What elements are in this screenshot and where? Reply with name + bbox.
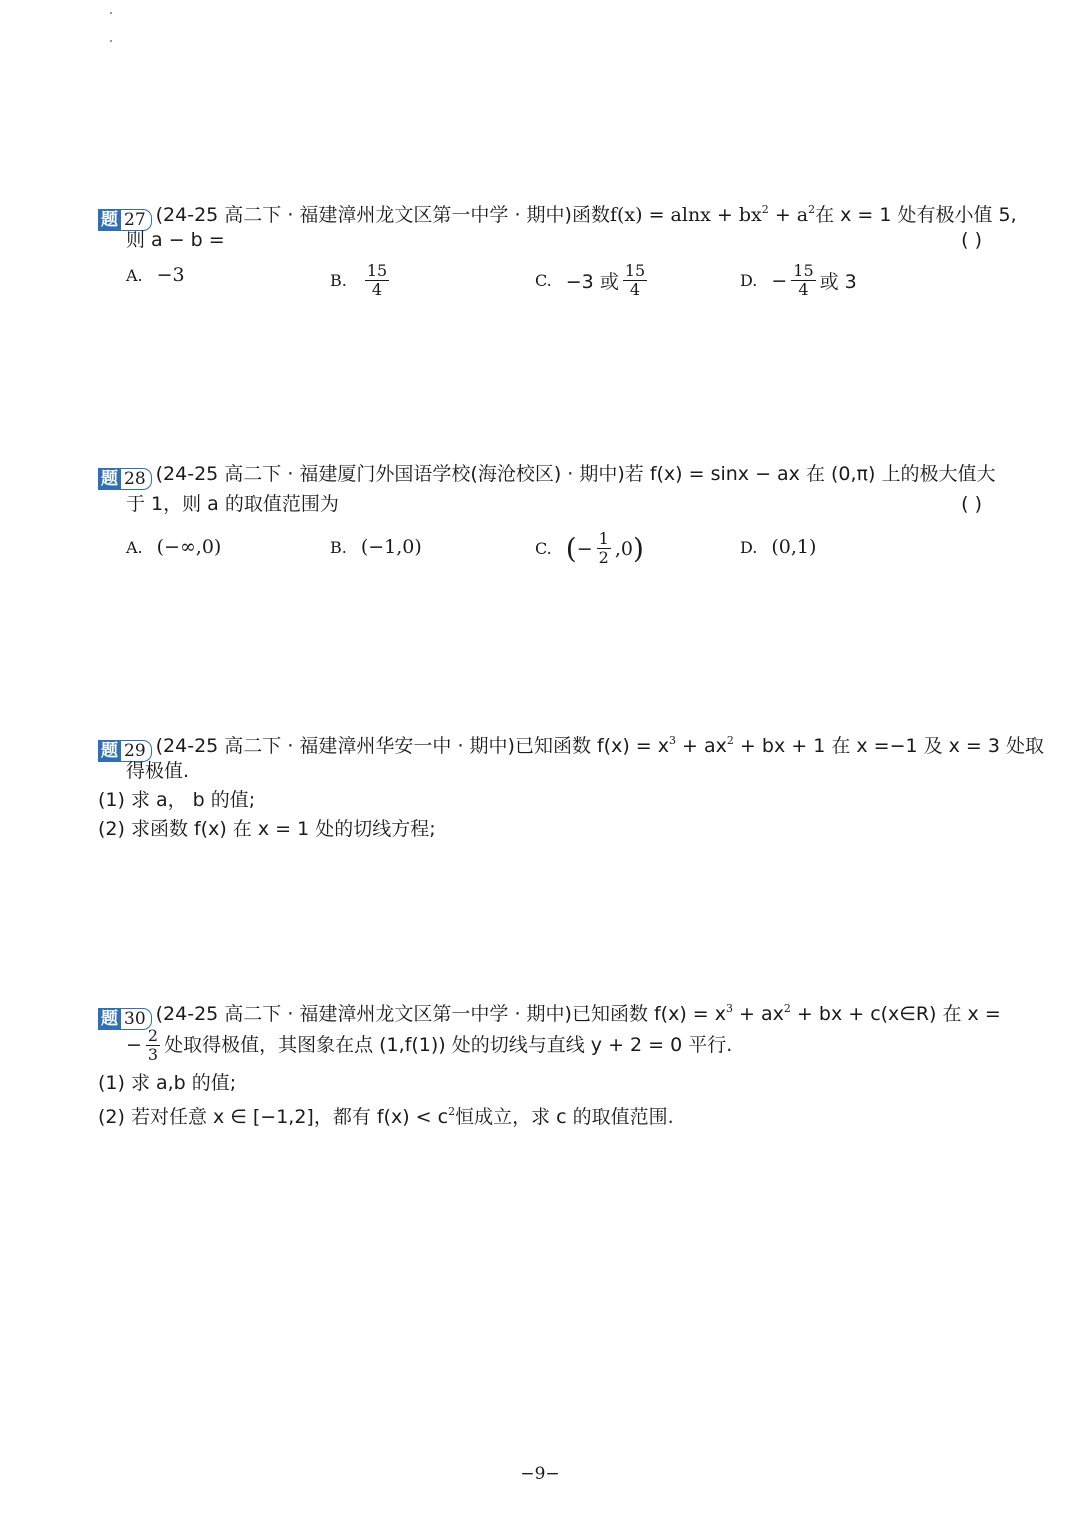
question-29-part-1: (1) 求 a， b 的值; [98, 789, 256, 811]
option-d: D. (0,1) [740, 536, 817, 558]
question-tag: 题 28 [98, 468, 152, 490]
question-30-part-1: (1) 求 a,b 的值; [98, 1072, 237, 1094]
option-b: B. $\frac{15}{4}$ [330, 261, 388, 299]
question-30-stem: 题 30 (24-25 高二下 · 福建漳州龙文区第一中学 · 期中)已知函数 $f(x) = x^3 + ax^2$ + bx + c(x∈R) 在 x = [98, 997, 1001, 1030]
question-source: (24-25 高二下 · 福建漳州龙文区第一中学 · 期中) [155, 204, 572, 226]
question-27-line2: 则 a − b = [126, 229, 225, 251]
option-c: C. ( − $\frac{1}{2}$ ,0 ) [535, 529, 644, 567]
question-27-stem: 题 27 (24-25 高二下 · 福建漳州龙文区第一中学 · 期中)函数$f(x) = alnx + bx^2 + a^2$在 x = 1 处有极小值 5, [98, 198, 1017, 231]
option-c: C. −3 或 $\frac{15}{4}$ [535, 261, 646, 299]
question-source: (24-25 高二下 · 福建厦门外国语学校(海沧校区) · 期中) [155, 463, 625, 485]
question-29-line2: 得极值. [126, 760, 190, 782]
option-a: A. (−∞,0) [126, 536, 222, 558]
scan-dot [110, 40, 112, 42]
question-30-line2: − $\frac{2}{3}$ 处取得极值，其图象在点 (1,f(1)) 处的切线与直线 y + 2 = 0 平行. [126, 1025, 733, 1064]
question-29-stem: 题 29 (24-25 高二下 · 福建漳州华安一中 · 期中)已知函数 $f(x) = x^3 + ax^2$ + bx + 1 在 x =−1 及 x = 3 处取 [98, 729, 1044, 762]
option-b: B. (−1,0) [330, 536, 422, 558]
option-d: D. − $\frac{15}{4}$ 或 3 [740, 261, 857, 299]
question-28-line2: 于 1，则 a 的取值范围为 [126, 493, 339, 515]
question-30-part-2: (2) 若对任意 x ∈ [−1,2]，都有 $f(x) < c^2$恒成立，求 c 的取值范围. [98, 1105, 674, 1128]
answer-bracket: ( ) [961, 229, 982, 251]
answer-bracket: ( ) [961, 493, 982, 515]
question-source: (24-25 高二下 · 福建漳州华安一中 · 期中) [155, 735, 515, 757]
question-tag: 题 30 [98, 1008, 152, 1030]
question-source: (24-25 高二下 · 福建漳州龙文区第一中学 · 期中) [155, 1003, 572, 1025]
scan-dot [110, 12, 112, 14]
question-29-part-2: (2) 求函数 f(x) 在 x = 1 处的切线方程; [98, 818, 436, 840]
page-number: −9− [520, 1464, 560, 1484]
question-tag: 题 29 [98, 740, 152, 762]
question-tag: 题 27 [98, 209, 152, 231]
question-28-stem: 题 28 (24-25 高二下 · 福建厦门外国语学校(海沧校区) · 期中)若 f(x) = sinx − ax 在 (0,π) 上的极大值大 [98, 462, 995, 490]
option-a: A. −3 [126, 264, 185, 286]
